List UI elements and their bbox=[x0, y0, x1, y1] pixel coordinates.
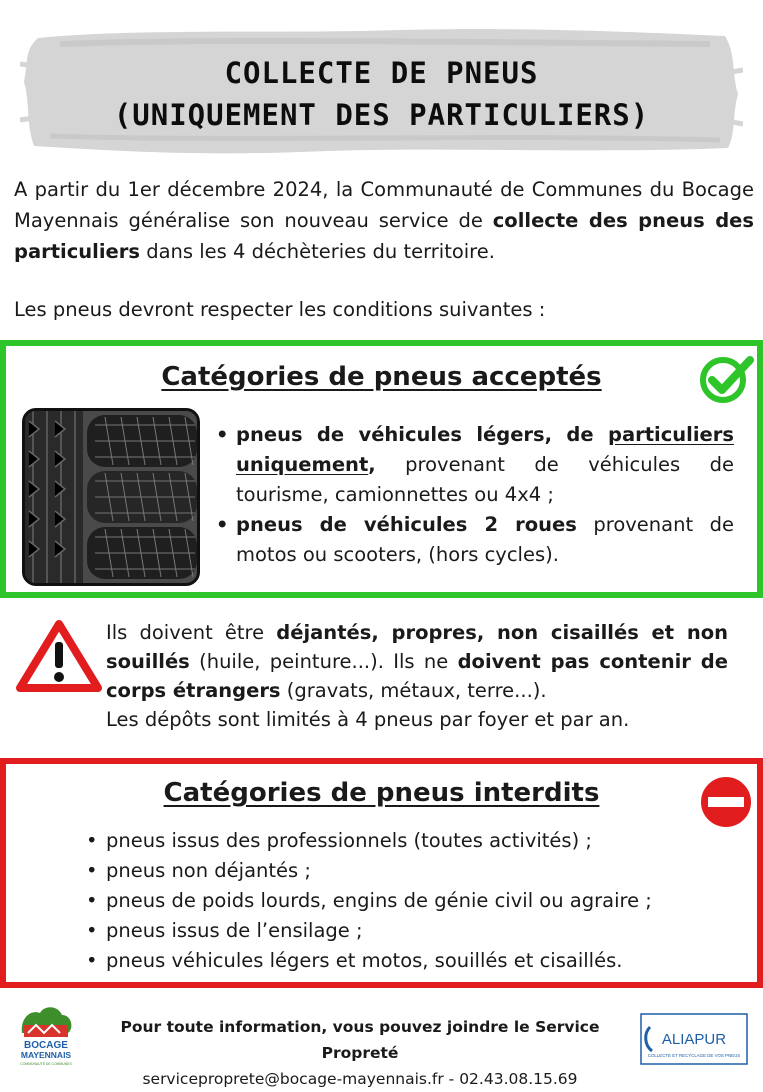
logo-left-tagline: COMMUNAUTÉ DE COMMUNES bbox=[20, 1062, 72, 1066]
warning-bold-1: déjantés, propres, non cisaillés et non souillés bbox=[106, 621, 729, 673]
accepted-list bbox=[214, 420, 734, 570]
title-line-2: (UNIQUEMENT DES PARTICULIERS) bbox=[113, 98, 650, 132]
footer-contact-details: serviceproprete@bocage-mayennais.fr - 02.43.08.15.69 bbox=[142, 1070, 578, 1088]
accepted-item bbox=[214, 510, 734, 570]
checkmark-circle-icon bbox=[698, 354, 756, 404]
bocage-mayennais-logo bbox=[16, 1003, 76, 1069]
warning-text-2: (huile, peinture...). Ils ne bbox=[189, 650, 458, 673]
accepted-section bbox=[0, 340, 763, 598]
warning-text-1: Ils doivent être bbox=[106, 621, 277, 644]
warning-text bbox=[106, 618, 728, 734]
tires-illustration bbox=[25, 411, 197, 583]
forbidden-item: • pneus issus de l’ensilage ; bbox=[84, 916, 724, 946]
forbidden-heading: Catégories de pneus interdits bbox=[163, 778, 600, 808]
deposit-limit-text: Les dépôts sont limités à 4 pneus par foyer et par an. bbox=[106, 708, 630, 731]
tires-photo bbox=[22, 408, 200, 586]
intro-bold: collecte des pneus des particuliers bbox=[14, 209, 754, 263]
intro-text-1: A partir du 1er décembre 2024, la Communauté de Communes du Bocage Mayennais généralise son nouveau service de bbox=[14, 178, 754, 232]
forbidden-list bbox=[84, 826, 724, 976]
accepted-item1-underlined: particuliers uniquement bbox=[236, 423, 734, 476]
footer-contact bbox=[80, 1014, 640, 1092]
logo-left-line1: BOCAGE bbox=[24, 1040, 68, 1051]
forbidden-item: • pneus non déjantés ; bbox=[84, 856, 724, 886]
forbidden-item: • pneus de poids lourds, engins de génie civil ou agraire ; bbox=[84, 886, 724, 916]
title-banner bbox=[20, 24, 743, 156]
footer-info-text: Pour toute information, vous pouvez joindre le Service Propreté bbox=[120, 1018, 600, 1062]
no-entry-icon bbox=[696, 772, 756, 832]
aliapur-logo bbox=[640, 1013, 748, 1065]
accepted-item1-bold-b: , bbox=[368, 453, 376, 476]
accepted-item2-bold: pneus de véhicules 2 roues bbox=[236, 513, 577, 536]
accepted-item2-rest: provenant de motos ou scooters, (hors cycles). bbox=[236, 513, 734, 566]
warning-triangle-icon bbox=[16, 618, 102, 694]
forbidden-item: • pneus véhicules légers et motos, souillés et cisaillés. bbox=[84, 946, 724, 976]
accepted-heading: Catégories de pneus acceptés bbox=[161, 362, 602, 392]
logo-right-name: ALIAPUR bbox=[661, 1031, 727, 1048]
logo-right-tagline: COLLECTE ET RECYCLAGE DE VOS PNEUS bbox=[647, 1053, 741, 1058]
accepted-item1-rest: provenant de véhicules de tourisme, camionnettes ou 4x4 ; bbox=[236, 453, 734, 506]
conditions-text: Les pneus devront respecter les conditions suivantes : bbox=[14, 298, 546, 321]
forbidden-section bbox=[0, 758, 763, 988]
logo-left-line2: MAYENNAIS bbox=[20, 1050, 72, 1060]
warning-text-3: (gravats, métaux, terre...). bbox=[280, 679, 547, 702]
intro-paragraph bbox=[14, 174, 754, 267]
forbidden-item: • pneus issus des professionnels (toutes activités) ; bbox=[84, 826, 724, 856]
accepted-item1-bold-a: pneus de véhicules légers, de bbox=[236, 423, 608, 446]
warning-bold-2: doivent pas contenir de corps étrangers bbox=[106, 650, 728, 702]
accepted-item bbox=[214, 420, 734, 510]
title-line-1: COLLECTE DE PNEUS bbox=[224, 56, 539, 90]
intro-text-2: dans les 4 déchèteries du territoire. bbox=[140, 240, 495, 263]
